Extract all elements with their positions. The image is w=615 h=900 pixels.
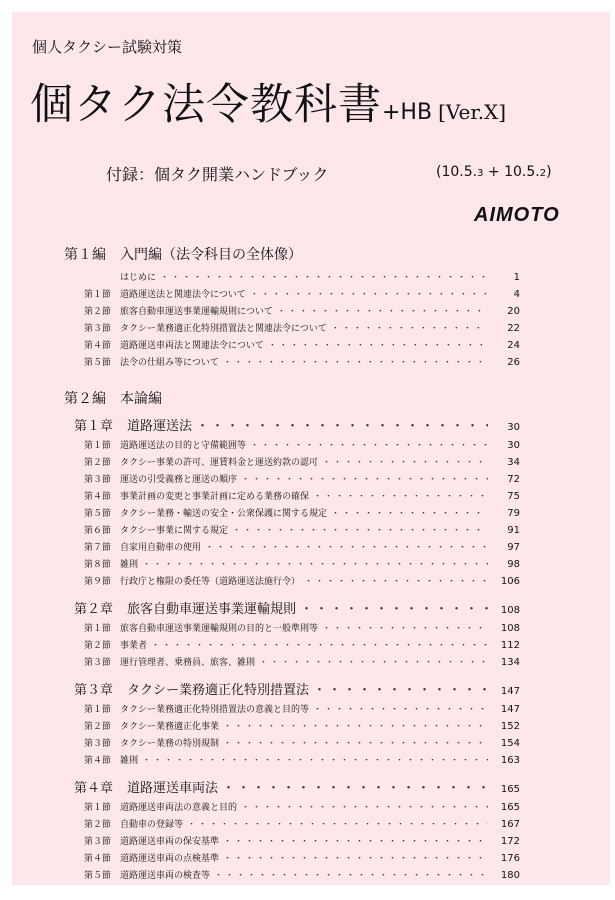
version-range-a: (10.5. bbox=[436, 164, 478, 180]
toc-section-number: 第９節 bbox=[84, 577, 112, 587]
toc-row bbox=[64, 506, 520, 523]
appendix-title: 付録：個タク開業ハンドブック bbox=[106, 165, 329, 184]
version-range-mid: + 10.5. bbox=[483, 164, 540, 180]
toc-row bbox=[64, 655, 520, 672]
toc-section-title: 道路運送車両の保安基準 bbox=[120, 837, 220, 847]
version-range-end: ) bbox=[546, 164, 552, 180]
toc-row bbox=[64, 736, 520, 753]
toc-chapter bbox=[64, 777, 520, 796]
toc-section-title: 運送の引受義務と運送の順序 bbox=[120, 475, 238, 485]
toc-page-number: 167 bbox=[500, 819, 520, 830]
toc-section-title: タクシー事業の許可、運賃料金と運送約款の認可 bbox=[120, 458, 319, 468]
toc-leader-dots bbox=[313, 702, 488, 715]
toc-chapter-number: 第３章 bbox=[74, 683, 114, 698]
toc-leader-dots bbox=[322, 621, 488, 634]
toc-row bbox=[64, 851, 520, 868]
toc-page-number: 147 bbox=[500, 686, 520, 697]
brand-logo: AIMOTO bbox=[474, 204, 560, 226]
toc-chapter-title: 道路運送車両法 bbox=[127, 781, 219, 796]
table-of-contents bbox=[64, 240, 520, 885]
toc-section-title: タクシー業務適正化特別措置法と関連法令について bbox=[120, 324, 327, 334]
toc-section-number: 第６節 bbox=[84, 526, 112, 536]
toc-page-number: 26 bbox=[507, 357, 520, 368]
toc-section-title: 道路運送車両法の意義と目的 bbox=[120, 803, 238, 813]
toc-row bbox=[64, 557, 520, 574]
toc-row bbox=[64, 338, 520, 355]
toc-row bbox=[64, 438, 520, 455]
toc-section-title: タクシー事業に関する規定 bbox=[120, 526, 229, 536]
toc-leader-dots bbox=[250, 287, 488, 300]
toc-chapter-title: 旅客自動車運送事業運輸規則 bbox=[127, 602, 297, 617]
toc-chapter-heading bbox=[74, 598, 296, 617]
toc-leader-dots bbox=[223, 851, 488, 864]
toc-row bbox=[64, 817, 520, 834]
toc-page-number: 154 bbox=[500, 738, 520, 749]
book-title-main: 個タク法令教科書 bbox=[30, 80, 382, 130]
toc-section-number: 第３節 bbox=[84, 475, 112, 485]
toc-section-title: 旅客自動車運送事業運輸規則について bbox=[120, 307, 273, 317]
toc-section-number: 第１節 bbox=[84, 803, 112, 813]
toc-section-number: 第１節 bbox=[84, 624, 112, 634]
toc-section-title: 運行管理者、乗務員、旅客、雑則 bbox=[120, 658, 256, 668]
toc-leader-dots bbox=[250, 438, 488, 451]
toc-row bbox=[64, 638, 520, 655]
toc-page-number: 30 bbox=[507, 422, 520, 433]
toc-page-number: 20 bbox=[507, 306, 520, 317]
book-title-plus: +HB bbox=[382, 100, 433, 125]
toc-section-number: 第２節 bbox=[84, 820, 112, 830]
toc-leader-dots bbox=[241, 472, 488, 485]
toc-section-number: 第２節 bbox=[84, 641, 112, 651]
toc-leader-dots bbox=[151, 638, 488, 651]
toc-leader-dots bbox=[232, 523, 488, 536]
toc-part-title: 第２編 本論編 bbox=[64, 391, 162, 407]
toc-part-title: 第１編 入門編（法令科目の全体像） bbox=[64, 247, 302, 263]
toc-section-title: 自家用自動車の使用 bbox=[120, 543, 202, 553]
toc-section-number: 第４節 bbox=[84, 756, 112, 766]
toc-page-number: 24 bbox=[507, 340, 520, 351]
cover-page bbox=[12, 12, 610, 885]
toc-section-number: 第８節 bbox=[84, 560, 112, 570]
toc-leader-dots bbox=[142, 557, 488, 570]
toc-page-number: 106 bbox=[500, 576, 520, 587]
toc-section-number: 第１節 bbox=[84, 441, 112, 451]
toc-page-number: 79 bbox=[507, 508, 520, 519]
toc-section-number: 第２節 bbox=[84, 307, 112, 317]
toc-row bbox=[64, 455, 520, 472]
toc-row bbox=[64, 621, 520, 638]
toc-leader-dots bbox=[214, 868, 488, 881]
toc-page-number: 91 bbox=[507, 525, 520, 536]
toc-section-title: 雑則 bbox=[120, 756, 139, 766]
toc-row bbox=[64, 834, 520, 851]
toc-page-number: 72 bbox=[507, 474, 520, 485]
toc-chapter-heading bbox=[74, 777, 218, 796]
toc-section-title: 道路運送車両の検査等 bbox=[120, 871, 211, 881]
toc-section-number: 第３節 bbox=[84, 739, 112, 749]
toc-page-number: 176 bbox=[500, 853, 520, 864]
toc-leader-dots bbox=[277, 304, 488, 317]
toc-leader-dots bbox=[160, 270, 488, 283]
toc-leader-dots bbox=[223, 736, 488, 749]
toc-row bbox=[64, 753, 520, 770]
version-range-b-sub: 2 bbox=[539, 168, 547, 179]
toc-chapter-number: 第４章 bbox=[74, 781, 114, 796]
toc-page-number: 75 bbox=[507, 491, 520, 502]
toc-row bbox=[64, 702, 520, 719]
toc-section-title: 法令の仕組み等について bbox=[120, 358, 219, 368]
toc-page-number: 4 bbox=[513, 289, 520, 300]
toc-section-title: 道路運送法と関連法令について bbox=[120, 290, 246, 300]
toc-page-number: 22 bbox=[507, 323, 520, 334]
toc-section-number: 第２節 bbox=[84, 722, 112, 732]
toc-section-title: 道路運送法の目的と守備範囲等 bbox=[120, 441, 247, 451]
toc-section-title: 自動車の登録等 bbox=[120, 820, 184, 830]
toc-page-number: 30 bbox=[507, 440, 520, 451]
toc-page-number: 134 bbox=[500, 657, 520, 668]
toc-leader-dots bbox=[241, 800, 488, 813]
toc-section-number: 第２節 bbox=[84, 458, 112, 468]
version-range-a-sub: 3 bbox=[477, 168, 484, 179]
toc-section-title: タクシー業務の特別規制 bbox=[120, 739, 220, 749]
toc-row bbox=[64, 719, 520, 736]
toc-row bbox=[64, 270, 520, 287]
toc-chapter-number: 第１章 bbox=[74, 419, 114, 434]
toc-page-number: 165 bbox=[500, 802, 520, 813]
toc-section-number: 第４節 bbox=[84, 854, 112, 864]
toc-row bbox=[64, 489, 520, 506]
toc-row bbox=[64, 574, 520, 591]
toc-page-number: 108 bbox=[500, 605, 520, 616]
toc-chapter-title: 道路運送法 bbox=[127, 419, 193, 434]
toc-leader-dots bbox=[268, 338, 488, 351]
toc-page-number: 108 bbox=[500, 623, 520, 634]
toc-leader-dots bbox=[142, 753, 488, 766]
toc-section-title: 事業者 bbox=[120, 641, 148, 651]
toc-row bbox=[64, 472, 520, 489]
book-version: [Ver.X] bbox=[438, 100, 507, 124]
cover-subtitle: 個人タクシー試験対策 bbox=[32, 38, 183, 56]
toc-leader-dots bbox=[331, 506, 488, 519]
toc-page-number: 180 bbox=[500, 870, 520, 881]
toc-leader-dots bbox=[187, 817, 488, 830]
toc-section-number: 第３節 bbox=[84, 324, 112, 334]
toc-section-number: 第７節 bbox=[84, 543, 112, 553]
toc-section-title: 道路運送車両の点検基準 bbox=[120, 854, 220, 864]
toc-leader-dots bbox=[331, 321, 488, 334]
toc-chapter-title: タクシー業務適正化特別措置法 bbox=[127, 683, 310, 698]
toc-section-title: 道路運送車両法と関連法令について bbox=[120, 341, 264, 351]
toc-leader-dots bbox=[223, 355, 488, 368]
toc-page-number: 98 bbox=[507, 559, 520, 570]
toc-page-number: 34 bbox=[507, 457, 520, 468]
toc-section-title: タクシー業務・輸送の安全・公衆保護に関する規定 bbox=[120, 509, 328, 519]
version-range bbox=[436, 164, 552, 180]
toc-chapter bbox=[64, 415, 520, 434]
toc-section-title: はじめに bbox=[120, 273, 157, 283]
book-title bbox=[30, 80, 507, 130]
toc-section-number: 第４節 bbox=[84, 341, 112, 351]
toc-section-title: 雑則 bbox=[120, 560, 139, 570]
toc-leader-dots bbox=[223, 834, 488, 847]
toc-section-title: 旅客自動車運送事業運輸規則の目的と一般準則等 bbox=[120, 624, 319, 634]
toc-row bbox=[64, 355, 520, 372]
toc-chapter-number: 第２章 bbox=[74, 602, 114, 617]
toc-leader-dots bbox=[322, 455, 488, 468]
toc-row bbox=[64, 321, 520, 338]
toc-page-number: 112 bbox=[500, 640, 520, 651]
toc-section-number: 第３節 bbox=[84, 837, 112, 847]
toc-page-number: 152 bbox=[500, 721, 520, 732]
toc-page-number: 163 bbox=[500, 755, 520, 766]
toc-section-number: 第４節 bbox=[84, 492, 112, 502]
toc-leader-dots bbox=[205, 540, 488, 553]
toc-page-number: 165 bbox=[500, 784, 520, 795]
toc-leader-dots bbox=[196, 415, 488, 434]
toc-leader-dots bbox=[259, 655, 488, 668]
toc-row bbox=[64, 287, 520, 304]
toc-chapter-heading bbox=[74, 679, 309, 698]
toc-row bbox=[64, 304, 520, 321]
toc-leader-dots bbox=[313, 489, 488, 502]
toc-chapter-heading bbox=[74, 415, 192, 434]
toc-leader-dots bbox=[300, 598, 488, 617]
toc-section-title: 行政庁と権限の委任等（道路運送法施行令） bbox=[120, 577, 301, 587]
toc-section-title: タクシー業務適正化特別措置法の意義と目的等 bbox=[120, 705, 310, 715]
toc-page-number: 172 bbox=[500, 836, 520, 847]
toc-page-number: 97 bbox=[507, 542, 520, 553]
toc-leader-dots bbox=[223, 719, 488, 732]
toc-chapter bbox=[64, 679, 520, 698]
toc-leader-dots bbox=[304, 574, 488, 587]
toc-section-number: 第５節 bbox=[84, 871, 112, 881]
toc-page-number: 1 bbox=[513, 272, 520, 283]
toc-section-title: タクシー業務適正化事業 bbox=[120, 722, 220, 732]
toc-section-number: 第５節 bbox=[84, 509, 112, 519]
toc-row bbox=[64, 800, 520, 817]
toc-section-number: 第５節 bbox=[84, 358, 112, 368]
toc-leader-dots bbox=[313, 679, 488, 698]
toc-leader-dots bbox=[222, 777, 488, 796]
toc-row bbox=[64, 868, 520, 885]
toc-row bbox=[64, 540, 520, 557]
toc-section-title: 事業計画の変更と事業計画に定める業務の確保 bbox=[120, 492, 310, 502]
toc-chapter bbox=[64, 598, 520, 617]
toc-section-number: 第３節 bbox=[84, 658, 112, 668]
toc-section-number: 第１節 bbox=[84, 705, 112, 715]
toc-row bbox=[64, 523, 520, 540]
toc-page-number: 147 bbox=[500, 704, 520, 715]
toc-section-number: 第１節 bbox=[84, 290, 112, 300]
